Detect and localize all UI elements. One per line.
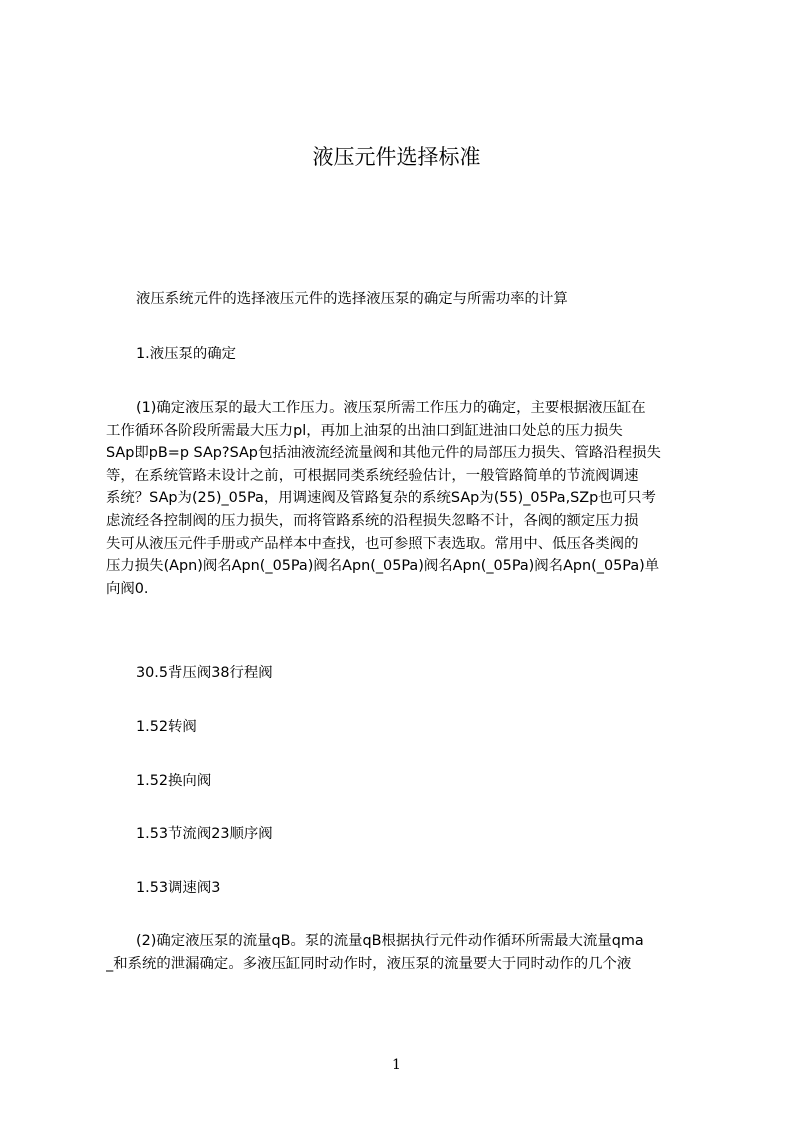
list-item: 1.52转阀 <box>136 719 197 735</box>
list-item: 1.52换向阀 <box>136 773 212 789</box>
paragraph-line: 失可从液压元件手册或产品样本中查找，也可参照下表选取。常用中、低压各类阀的 <box>106 535 639 552</box>
paragraph-line: 虑流经各控制阀的压力损失，而将管路系统的沿程损失忽略不计，各阀的额定压力损 <box>106 512 639 529</box>
paragraph-line: (1)确定液压泵的最大工作压力。液压泵所需工作压力的确定，主要根据液压缸在 <box>136 400 646 416</box>
section-heading: 1.液压泵的确定 <box>136 346 237 362</box>
paragraph-line: 压力损失(Apn)阀名Apn(_05Pa)阀名Apn(_05Pa)阀名Apn(_05Pa)阀名Apn(_05Pa)单 <box>106 558 660 575</box>
paragraph-line: 系统？SAp为(25)_05Pa，用调速阀及管路复杂的系统SAp为(55)_05Pa,SZp也可只考 <box>106 490 656 507</box>
paragraph-line: 等，在系统管路未设计之前，可根据同类系统经验估计，一般管路简单的节流阀调速 <box>106 467 639 484</box>
intro-line: 液压系统元件的选择液压元件的选择液压泵的确定与所需功率的计算 <box>136 291 568 307</box>
paragraph-line: _和系统的泄漏确定。多液压缸同时动作时，液压泵的流量要大于同时动作的几个液 <box>106 955 632 972</box>
list-item: 1.53调速阀3 <box>136 880 221 896</box>
list-item: 30.5背压阀38行程阀 <box>136 665 273 681</box>
document-title: 液压元件选择标准 <box>312 145 481 169</box>
page-number: 1 <box>392 1057 401 1073</box>
paragraph-line: 向阀0. <box>106 580 149 597</box>
paragraph-line: 工作循环各阶段所需最大压力pl，再加上油泵的出油口到缸进油口处总的压力损失 <box>106 422 623 439</box>
paragraph-pump-flow <box>106 930 706 975</box>
paragraph-pump-pressure <box>106 397 706 600</box>
paragraph-line: (2)确定液压泵的流量qB。泵的流量qB根据执行元件动作循环所需最大流量qma <box>136 933 644 949</box>
paragraph-line: SAp即pB=p SAp?SAp包括油液流经流量阀和其他元件的局部压力损失、管路沿程损失 <box>106 445 661 462</box>
list-item: 1.53节流阀23顺序阀 <box>136 826 273 842</box>
